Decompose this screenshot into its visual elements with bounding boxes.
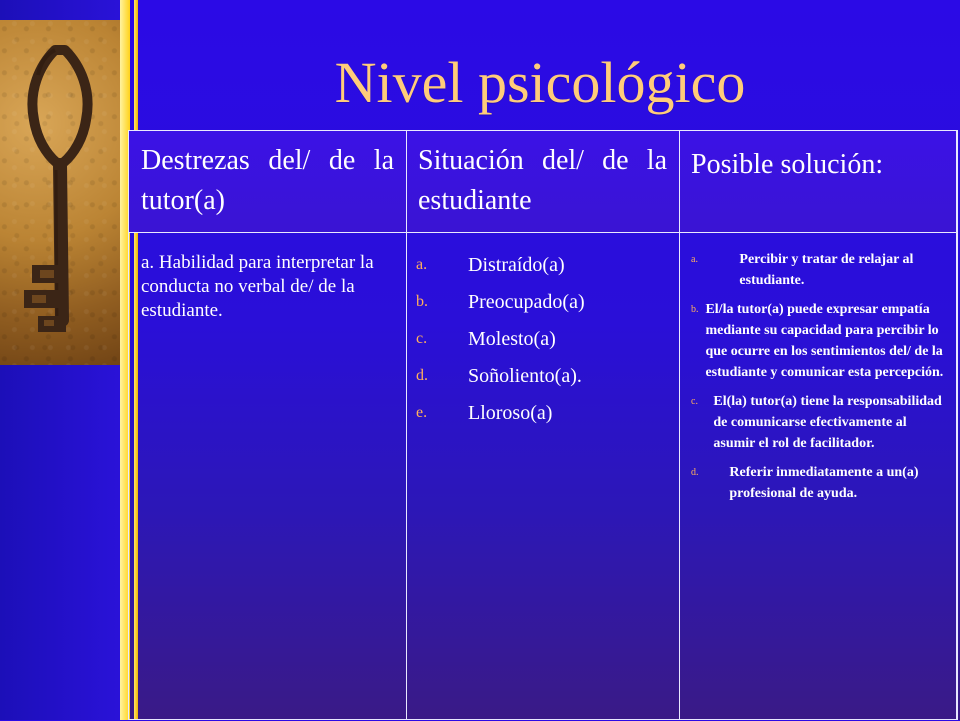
list-text: El(la) tutor(a) tiene la responsabilidad de comunicarse efectivamente al asumir el rol de facilitador.	[713, 394, 942, 451]
solucion-list	[691, 249, 949, 504]
header-destrezas: Destrezas del/ de la tutor(a)	[141, 145, 394, 216]
list-item	[691, 299, 949, 383]
list-item	[416, 251, 669, 279]
list-item	[691, 462, 949, 504]
list-text: El/la tutor(a) puede expresar empatía mediante su capacidad para percibir lo que ocurre en los sentimientos del/ de la estudiante y comunicar esta percepción.	[705, 302, 944, 380]
list-text: Percibir y tratar de relajar al estudiante.	[739, 252, 914, 288]
list-marker: d.	[416, 367, 428, 384]
situacion-list	[416, 251, 669, 427]
content-table	[128, 130, 958, 720]
list-marker: a.	[416, 256, 428, 273]
list-text: Soñoliento(a).	[468, 365, 582, 387]
cell-situacion	[406, 233, 679, 721]
list-text: Distraído(a)	[468, 254, 565, 276]
cell-destrezas: a. Habilidad para interpretar la conducta no verbal de/ de la estudiante.	[141, 252, 374, 321]
list-marker: d.	[691, 467, 699, 478]
cell-solucion	[679, 233, 959, 721]
slide-title: Nivel psicológico	[334, 50, 746, 115]
list-marker: e.	[416, 404, 428, 421]
list-marker: a.	[691, 254, 698, 265]
list-text: Preocupado(a)	[468, 291, 585, 313]
list-text: Referir inmediatamente a un(a) profesional de ayuda.	[729, 465, 919, 501]
header-situacion: Situación del/ de la estudiante	[418, 145, 667, 216]
list-marker: b.	[691, 304, 699, 315]
list-item	[416, 325, 669, 353]
list-marker: b.	[416, 293, 428, 310]
decorative-panel	[0, 0, 120, 720]
list-item	[691, 391, 949, 454]
list-text: Molesto(a)	[468, 328, 556, 350]
list-text: Lloroso(a)	[468, 402, 553, 424]
list-marker: c.	[416, 330, 428, 347]
list-marker: c.	[691, 396, 698, 407]
list-item	[416, 288, 669, 316]
list-item	[691, 249, 949, 291]
antique-key-icon	[0, 20, 120, 365]
list-item	[416, 399, 669, 427]
list-item	[416, 362, 669, 390]
header-solucion: Posible solución:	[691, 149, 884, 180]
